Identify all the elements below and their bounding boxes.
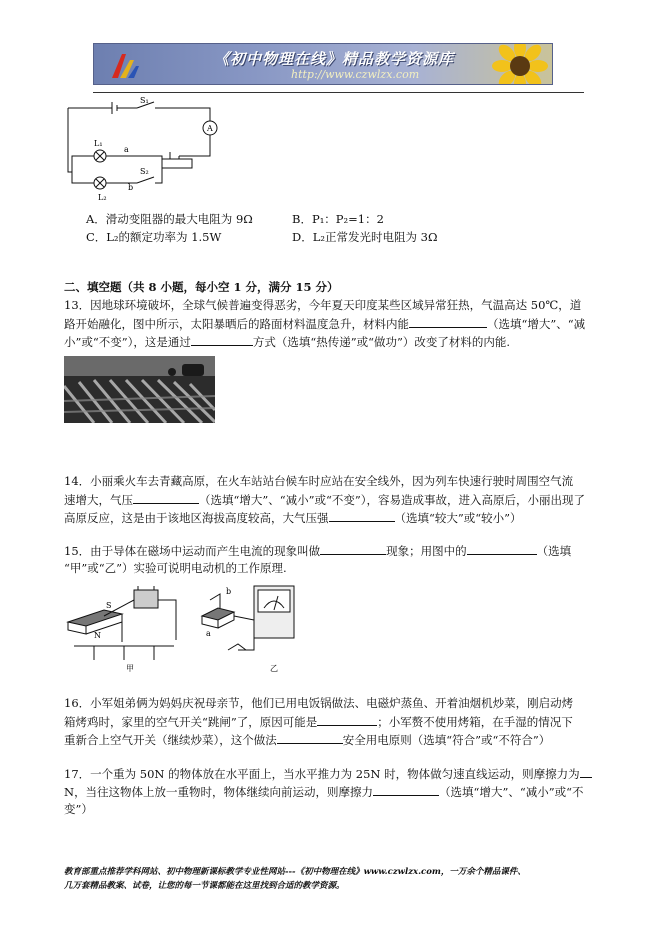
- q17-line3: 变”）: [64, 802, 93, 816]
- circuit-diagram: [62, 94, 222, 204]
- fig-label-jia: 甲: [126, 664, 134, 672]
- fig-label-a: a: [206, 629, 211, 638]
- section-heading: 二、填空题（共 8 小题，每小空 1 分，满分 15 分）: [64, 280, 339, 294]
- option-d: D．L₂正常发光时电阻为 3Ω: [292, 230, 438, 244]
- fig-label-n: N: [94, 631, 101, 640]
- header-rule: [93, 92, 584, 93]
- label-s2: S₂: [140, 167, 149, 176]
- header-url: http://www.czwlzx.com: [291, 68, 420, 81]
- label-s1: S₁: [140, 96, 149, 105]
- figure-yi: [198, 580, 308, 672]
- label-l2: L₂: [98, 193, 107, 202]
- footer-line1: 教育部重点推荐学科网站、初中物理新课标教学专业性网站---《初中物理在线》www.czwlzx.com，一万余个精品课件、: [64, 867, 526, 877]
- q14-line2: 速增大，气压 （选填“增大”、“减小”或“不变”），容易造成事故，进入高原后，小丽出现了: [64, 493, 586, 507]
- label-ammeter: A: [207, 124, 213, 133]
- q16-line2: 箱烤鸡时，家里的空气开关“跳闸”了，原因可能是 ；小军赘不使用烤箱，在手湿的情况下: [64, 715, 573, 729]
- q16-line3: 重新合上空气开关（继续炒菜），这个做法 安全用电原则（选填“符合”或“不符合”）: [64, 733, 551, 747]
- label-b: b: [128, 183, 134, 192]
- q15-line2: “甲”或“乙”）实验可说明电动机的工作原理.: [64, 561, 287, 575]
- q13-line3: 小”或“不变”），这是通过 方式（选填“热传递”或“做功”）改变了材料的内能.: [64, 335, 511, 349]
- road-photo: [64, 356, 215, 423]
- fig-label-s: S: [106, 601, 112, 610]
- site-logo-icon: [108, 48, 142, 82]
- sunflower-icon: [492, 43, 548, 85]
- option-b: B．P₁：P₂=1：2: [292, 212, 384, 226]
- label-a: a: [124, 145, 129, 154]
- fig-label-yi: 乙: [270, 664, 278, 672]
- q16-line1: 16．小军姐弟俩为妈妈庆祝母亲节，他们已用电饭锅做法、电磁炉蒸鱼、开着油烟机炒菜，刚启动烤: [64, 696, 574, 710]
- fig-label-b: b: [226, 587, 232, 596]
- q14-line1: 14．小丽乘火车去青藏高原，在火车站站台候车时应站在安全线外，因为列车快速行驶时周围空气流: [64, 474, 574, 488]
- q15-line1: 15．由于导体在磁场中运动而产生电流的现象叫做 现象；用图中的 （选填: [64, 544, 572, 558]
- option-a: A．滑动变阻器的最大电阻为 9Ω: [86, 212, 253, 226]
- q17-line1: 17．一个重为 50N 的物体放在水平面上，当水平推力为 25N 时，物体做匀速直线运动，则摩擦力为: [64, 766, 592, 781]
- figure-jia: [64, 580, 194, 672]
- q13-line1: 13．因地球环境破坏，全球气候普遍变得恶劣，今年夏天印度某些区域异常狂热，气温高达 50℃，道: [64, 298, 582, 312]
- q13-line2: 路开始融化，图中所示，太阳暴晒后的路面材料温度急升，材料内能 （选填“增大”、“减: [64, 317, 586, 331]
- header-banner: [93, 43, 553, 85]
- q17-line2: N，当往这物体上放一重物时，物体继续向前运动，则摩擦力 （选填“增大”、“减小”或“不: [64, 785, 584, 799]
- q14-line3: 高原反应，这是由于该地区海拔高度较高，大气压强 （选填“较大”或“较小”）: [64, 511, 522, 525]
- label-l1: L₁: [94, 139, 103, 148]
- footer-line2: 几万套精品教案、试卷，让您的每一节课都能在这里找到合适的教学资源。: [64, 881, 345, 891]
- header-title: 《初中物理在线》精品教学资源库: [214, 50, 455, 68]
- option-c: C．L₂的额定功率为 1.5W: [86, 230, 222, 244]
